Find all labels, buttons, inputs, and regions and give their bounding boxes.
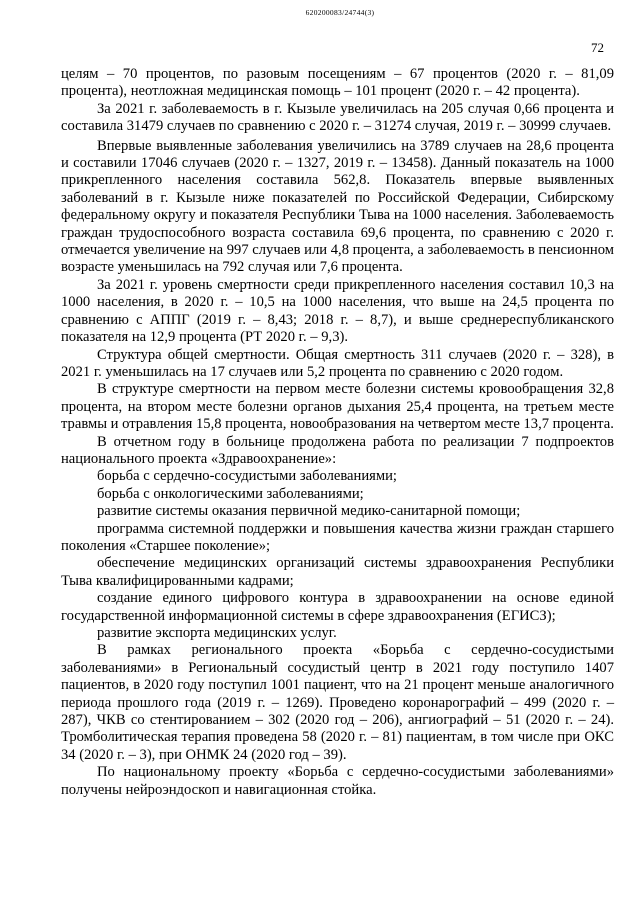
document-id: 620200083/24744(3) xyxy=(305,8,375,17)
list-item-1: борьба с сердечно-сосудистыми заболеваниями; xyxy=(97,468,397,485)
list-item-6: создание единого цифрового контура в здравоохранении на основе единой государственной информационной системы в сфере здравоохранения (ЕГИСЗ); xyxy=(61,590,614,624)
document-body xyxy=(61,66,614,799)
paragraph-2: За 2021 г. заболеваемость в г. Кызыле увеличилась на 205 случая 0,66 процента и составила 31479 случаев по сравнению с 2020 г. – 31274 случая, 2019 г. – 30999 случаев. xyxy=(61,100,614,135)
list-item-7: развитие экспорта медицинских услуг. xyxy=(97,625,337,641)
list-item-5: обеспечение медицинских организаций системы здравоохранения Республики Тыва квалифицированными кадрами; xyxy=(61,555,614,589)
list-item-3: развитие системы оказания первичной медико-санитарной помощи; xyxy=(97,503,521,520)
paragraph-8: В рамках регионального проекта «Борьба с сердечно-сосудистыми заболеваниями» в Региональный сосудистый центр в 2021 году поступило 1407 пациентов, в 2020 году поступил 1001 пациент, что на 21 процент меньше аналогичного периода прошлого года (2019 г. – 1269). Проведено коронарографий – 499 (2020 г. – 287), ЧКВ со стентированием – 302 (2020 год – 206), ангиографий – 51 (2020 г. – 24). Тромболитическая терапия проведена 58 (2020 г. – 81) пациентам, в том числе при ОКС 34 (2020 г. – 3), при ОНМК 24 (2020 год – 39). xyxy=(61,642,614,763)
page-number: 72 xyxy=(591,40,604,55)
paragraph-6: В структуре смертности на первом месте болезни системы кровообращения 32,8 процента, на втором месте болезни органов дыхания 25,4 процента, на третьем месте травмы и отравления 15,8 процента, новообразования на четвертом месте 13,7 процента. xyxy=(61,381,614,433)
paragraph-1: целям – 70 процентов, по разовым посещениям – 67 процентов (2020 г. – 81,09 процента), неотложная медицинская помощь – 101 процент (2020 г. – 42 процента). xyxy=(61,66,614,100)
paragraph-5: Структура общей смертности. Общая смертность 311 случаев (2020 г. – 328), в 2021 г. уменьшилась на 17 случаев или 5,2 процента по сравнению с 2020 годом. xyxy=(61,346,614,380)
paragraph-4: За 2021 г. уровень смертности среди прикрепленного населения составил 10,3 на 1000 населения, в 2020 г. – 10,5 на 1000 населения, что выше на 24,5 процента по сравнению с АППГ (2019 г. – 8,43; 2018 г. – 8,7), и выше среднереспубликанского показателя на 12,9 процента (РТ 2020 г. – 9,3). xyxy=(61,276,614,346)
paragraph-7: В отчетном году в больнице продолжена работа по реализации 7 подпроектов национального проекта «Здравоохранение»: xyxy=(61,433,614,467)
paragraph-9: По национальному проекту «Борьба с сердечно-сосудистыми заболеваниями» получены нейроэндоскоп и навигационная стойка. xyxy=(61,764,614,798)
list-item-2: борьба с онкологическими заболеваниями; xyxy=(97,485,364,502)
paragraph-3: Впервые выявленные заболевания увеличились на 3789 случаев на 28,6 процента и составили 17046 случаев (2020 г. – 1327, 2019 г. – 13458). Данный показатель на 1000 прикрепленного населения составила 562,8. Показатель впервые выявленных заболеваний в г. Кызыле ниже показателей по Российской Федерации, Сибирскому федеральному округу и показателя Республики Тыва на 1000 населения. Заболеваемость граждан трудоспособного возраста составила 69,6 процента, по сравнению с 2020 г. отмечается увеличение на 997 случаев или 4,8 процента, а заболеваемость в пенсионном возрасте уменьшилась на 792 случая или 7,6 процента. xyxy=(61,137,614,276)
list-item-4: программа системной поддержки и повышения качества жизни граждан старшего поколения «Старшее поколение»; xyxy=(61,520,614,554)
